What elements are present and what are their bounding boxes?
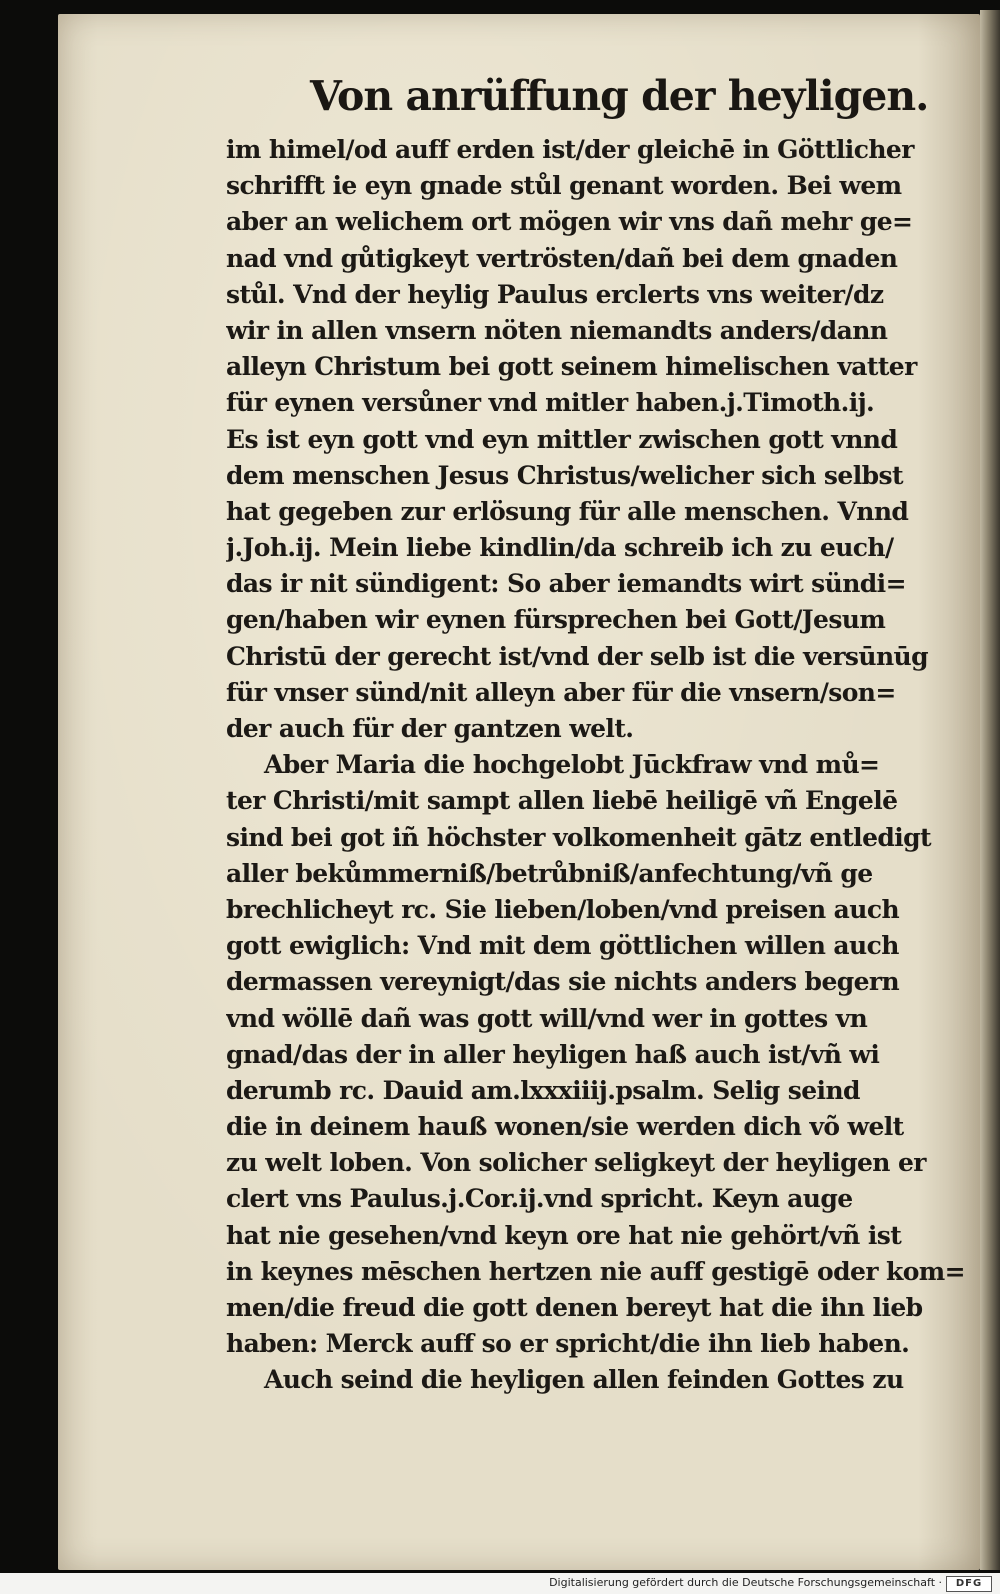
footer-bar [0,1573,1000,1594]
text-line: brechlicheyt rc. Sie lieben/loben/vnd preisen auch [226,894,900,924]
dfg-logo[interactable]: DFG [946,1576,992,1592]
text-line: nad vnd gůtigkeyt vertrösten/dañ bei dem gnaden [226,243,898,273]
text-line: im himel/od auff erden ist/der gleichē in Göttlicher [226,135,914,164]
text-line: hat nie gesehen/vnd keyn ore hat nie gehört/vñ ist [226,1220,902,1250]
text-line: in keynes mēschen hertzen nie auff gestigē oder kom= [226,1256,965,1286]
text-line: Christū der gerecht ist/vnd der selb ist die versūnūg [226,641,928,671]
funding-credit: Digitalisierung gefördert durch die Deutsche Forschungsgemeinschaft · [549,1576,942,1589]
text-line: Es ist eyn gott vnd eyn mittler zwischen gott vnnd [226,424,898,454]
text-line: schrifft ie eyn gnade stůl genant worden. Bei wem [226,171,902,201]
text-line: wir in allen vnsern nöten niemandts anders/dann [226,315,888,345]
text-line: gnad/das der in aller heyligen haß auch ist/vñ wi [226,1039,880,1069]
text-line: dermassen vereynigt/das sie nichts anders begern [226,967,900,997]
text-line: men/die freud die gott denen bereyt hat die ihn lieb [226,1293,923,1322]
text-line: ter Christi/mit sampt allen liebē heiligē vñ Engelē [226,786,898,816]
text-line: derumb rc. Dauid am.lxxxiiij.psalm. Selig seind [226,1075,860,1105]
text-line: dem menschen Jesus Christus/welicher sich selbst [226,460,903,490]
book-gutter [980,10,1000,1570]
text-line: das ir nit sündigent: So aber iemandts wirt sündi= [226,569,906,599]
text-line: gen/haben wir eynen fürsprechen bei Gott/Jesum [226,605,886,635]
body-text-block [226,132,976,1399]
text-line: hat gegeben zur erlösung für alle menschen. Vnnd [226,496,909,526]
text-line: die in deinem hauß wonen/sie werden dich võ welt [226,1112,904,1142]
text-line: sind bei got iñ höchster volkomenheit gātz entledigt [226,822,931,852]
running-head: Von anrüffung der heyligen. [310,72,929,120]
text-line: für vnser sünd/nit alleyn aber für die vnsern/son= [226,677,896,707]
text-line-paragraph-start: Auch seind die heyligen allen feinden Gottes zu [264,1365,904,1395]
text-line: aber an welichem ort mögen wir vns dañ mehr ge= [226,207,913,237]
text-line: gott ewiglich: Vnd mit dem göttlichen willen auch [226,931,899,961]
text-line: für eynen versůner vnd mitler haben.j.Timoth.ij. [226,388,875,418]
text-line: j.Joh.ij. Mein liebe kindlin/da schreib ich zu euch/ [226,533,894,563]
text-line: clert vns Paulus.j.Cor.ij.vnd spricht. Keyn auge [226,1184,853,1214]
text-line: vnd wöllē dañ was gott will/vnd wer in gottes vn [226,1003,868,1033]
text-line-paragraph-start: Aber Maria die hochgelobt Jūckfraw vnd mů= [264,750,880,780]
text-line: zu welt loben. Von solicher seligkeyt der heyligen er [226,1148,926,1178]
text-line: aller bekůmmerniß/betrůbniß/anfechtung/vñ ge [226,858,873,888]
text-line: haben: Merck auff so er spricht/die ihn lieb haben. [226,1329,910,1359]
text-line: der auch für der gantzen welt. [226,714,634,743]
text-line: stůl. Vnd der heylig Paulus erclerts vns weiter/dz [226,279,884,309]
text-line: alleyn Christum bei gott seinem himelischen vatter [226,352,917,382]
